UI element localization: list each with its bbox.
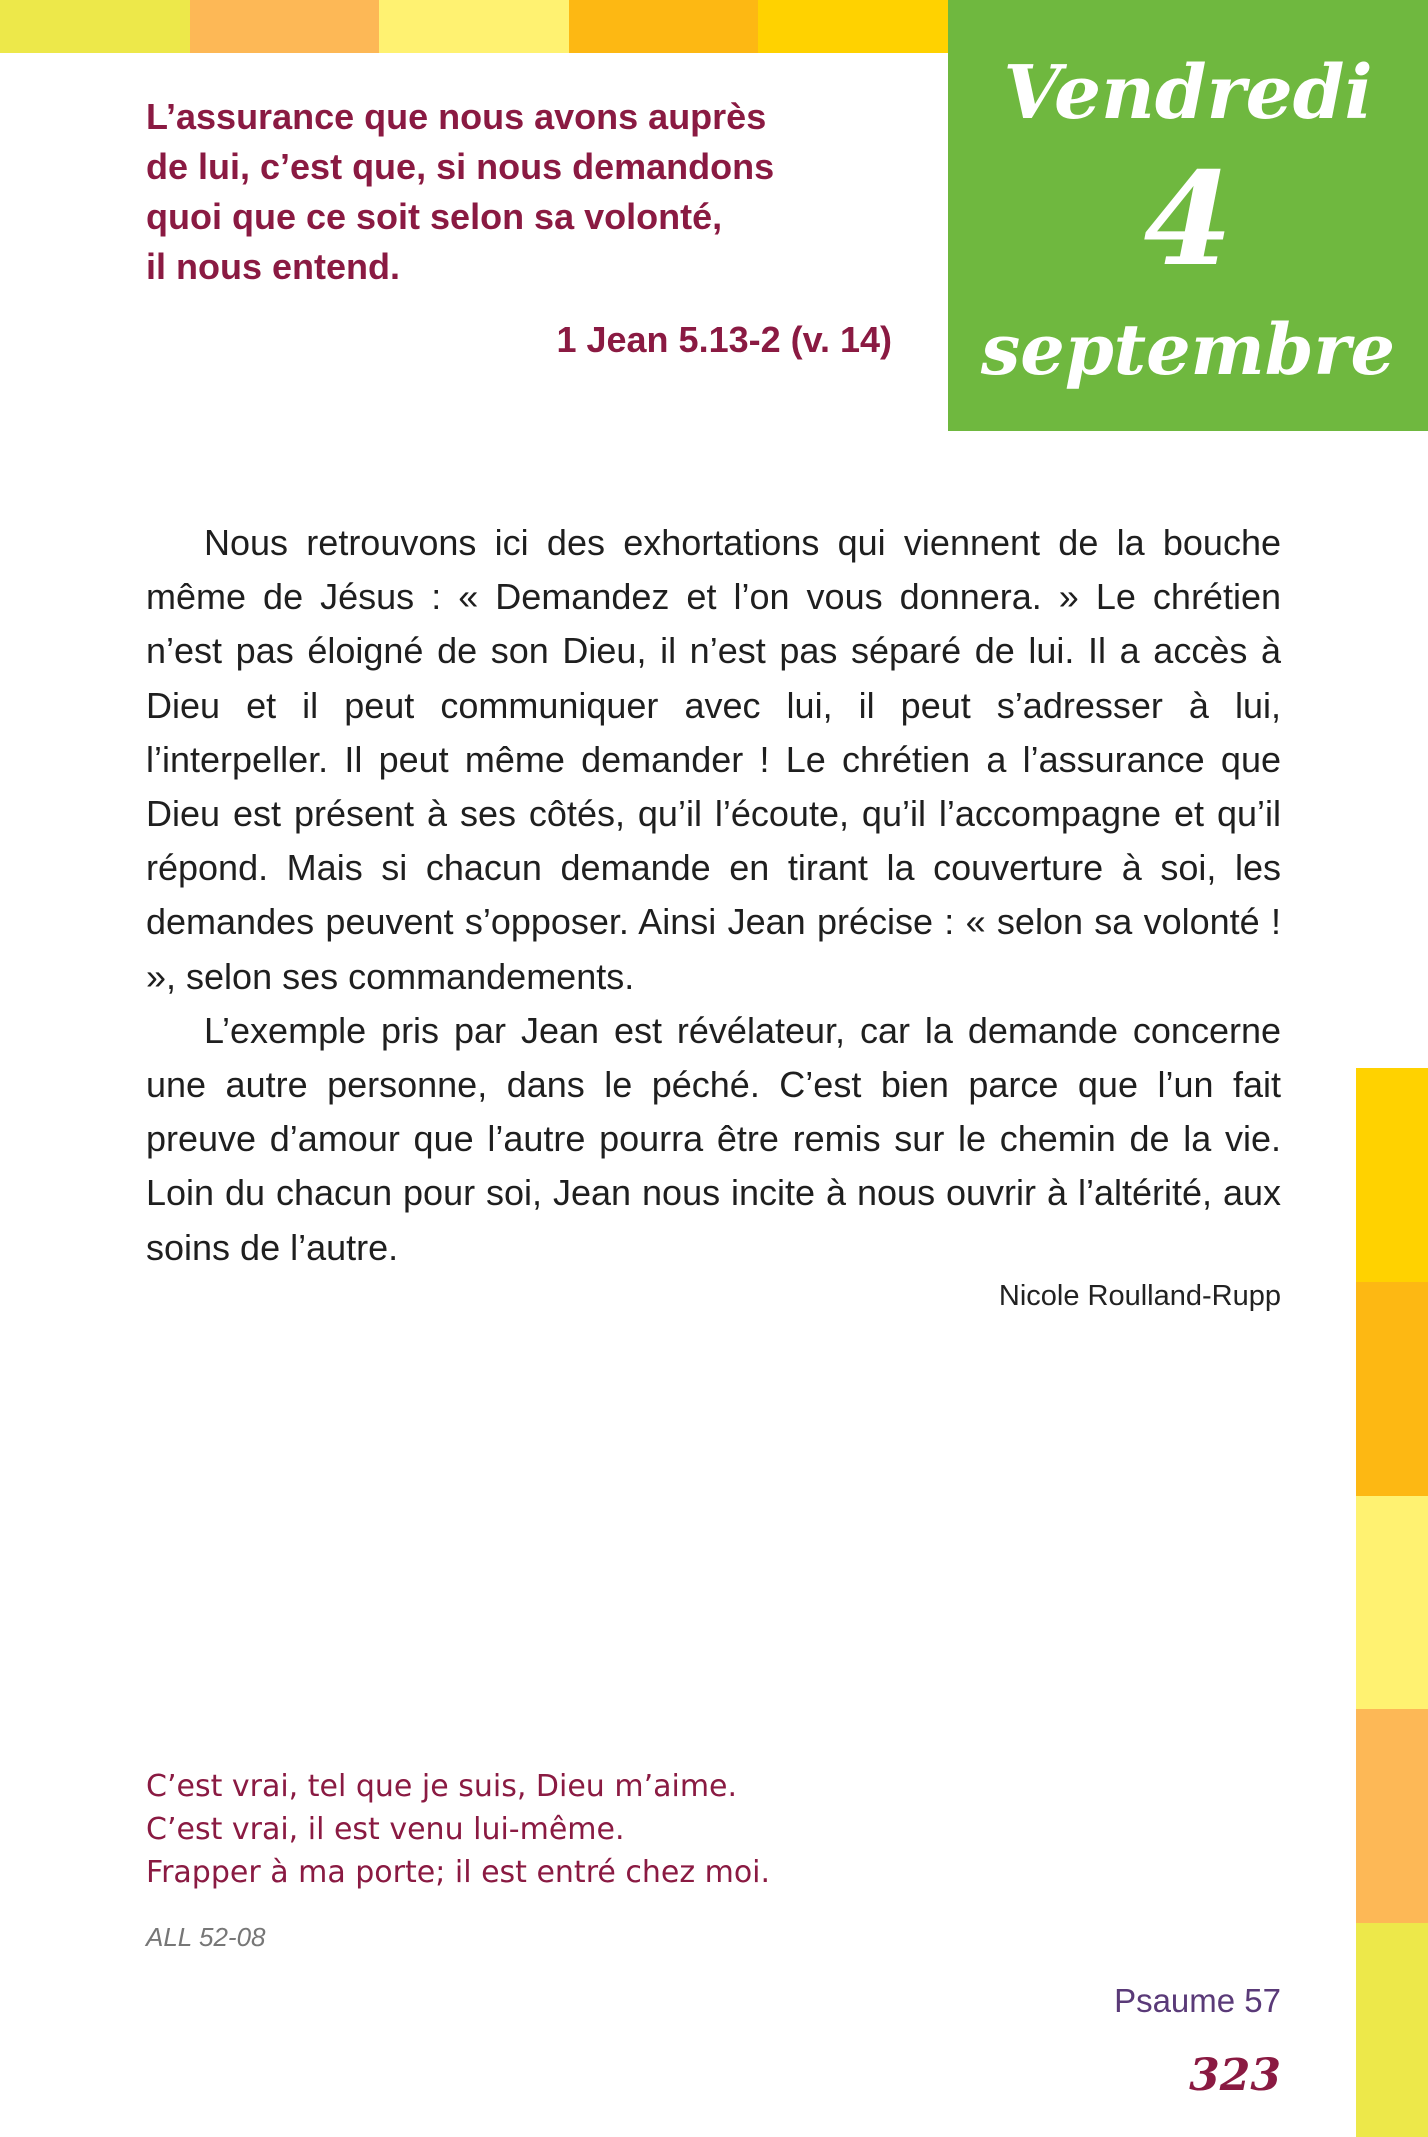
side-strip-segment (1356, 1923, 1428, 2137)
prayer-line: C’est vrai, il est venu lui-même. (146, 1812, 625, 1847)
bible-verse (146, 92, 846, 292)
side-strip-segment (1356, 1496, 1428, 1710)
verse-line: il nous entend. (146, 246, 401, 287)
page-number: 323 (1189, 2050, 1281, 2101)
side-strip-segment (1356, 1068, 1428, 1282)
verse-reference: 1 Jean 5.13-2 (v. 14) (556, 319, 892, 360)
side-strip-segment (1356, 1709, 1428, 1923)
verse-line: de lui, c’est que, si nous demandons (146, 146, 775, 187)
date-weekday: Vendredi (1003, 50, 1373, 136)
verse-line: L’assurance que nous avons auprès (146, 96, 767, 137)
top-strip-segment (758, 0, 948, 53)
verse-line: quoi que ce soit selon sa volonté, (146, 196, 723, 237)
prayer-line: Frapper à ma porte; il est entré chez moi. (146, 1855, 771, 1890)
side-color-strip (1356, 1068, 1428, 2137)
author-name: Nicole Roulland-Rupp (998, 1280, 1281, 1312)
prayer-line: C’est vrai, tel que je suis, Dieu m’aime. (146, 1769, 738, 1804)
date-day-number: 4 (1143, 145, 1233, 295)
hymn-code: ALL 52-08 (146, 1922, 266, 1952)
top-strip-segment (190, 0, 380, 53)
top-strip-segment (0, 0, 190, 53)
psalm-reference: Psaume 57 (1114, 1982, 1281, 2019)
paragraph: Nous retrouvons ici des exhortations qui viennent de la bouche même de Jésus : « Demandez et l’on vous donnera. » Le chrétien n’est pas éloigné de son Dieu, il n’est pas séparé de lui. Il a accès à Dieu et il peut communiquer avec lui, il peut s’adresser à lui, l’interpeller. Il peut même demander ! Le chrétien a l’assurance que Dieu est présent à ses côtés, qu’il l’écoute, qu’il l’accompagne et qu’il répond. Mais si chacun demande en tirant la couverture à soi, les demandes peuvent s’opposer. Ainsi Jean précise : « selon sa volonté ! », selon ses commandements. (146, 522, 1281, 997)
top-strip-segment (569, 0, 759, 53)
prayer-verse (146, 1765, 1046, 1894)
paragraph: L’exemple pris par Jean est révélateur, car la demande concerne une autre personne, dans le péché. C’est bien parce que l’un fait preuve d’amour que l’autre pourra être remis sur le chemin de la vie. Loin du chacun pour soi, Jean nous incite à nous ouvrir à l’altérité, aux soins de l’autre. (146, 1009, 1281, 1268)
date-box (948, 0, 1428, 431)
top-strip-segment (379, 0, 569, 53)
top-color-strip (0, 0, 948, 53)
meditation-text (146, 516, 1281, 1275)
date-month: septembre (980, 308, 1396, 391)
side-strip-segment (1356, 1282, 1428, 1496)
